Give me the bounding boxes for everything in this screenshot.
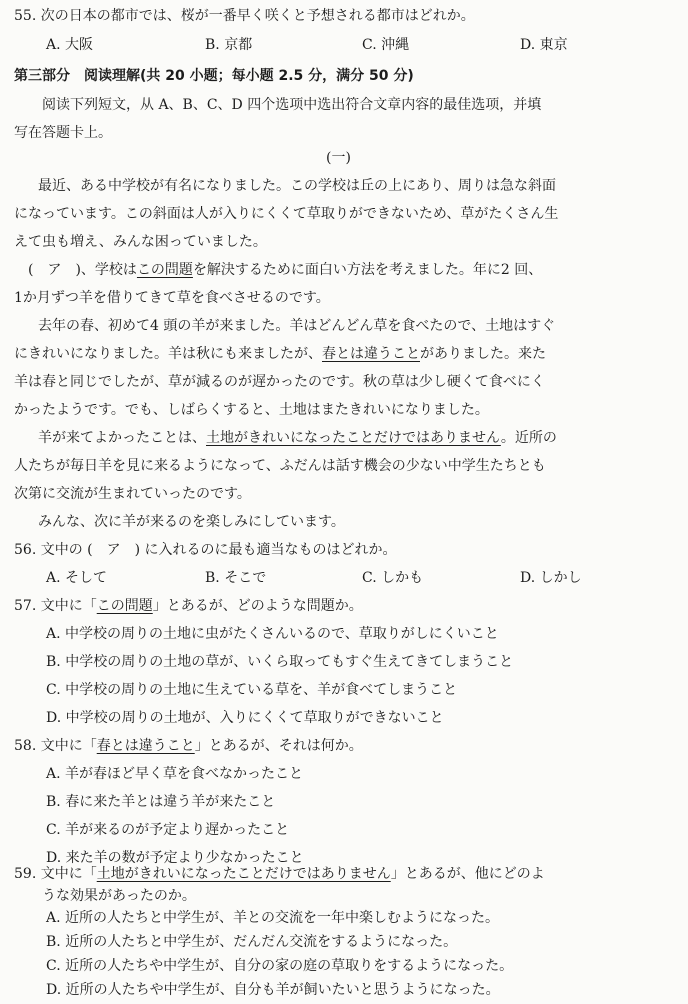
instructions-line-2: 写在答题卡上。 <box>14 125 112 141</box>
passage-line: 羊は春と同じでしたが、草が減るのが遅かったのです。秋の草は少し硬くて食べにく <box>14 374 545 390</box>
passage-line: えて虫も増え、みんな困っていました。 <box>14 234 267 250</box>
passage-line: 最近、ある中学校が有名になりました。この学校は丘の上にあり、周りは急な斜面 <box>38 178 556 194</box>
underlined-phrase: この問題 <box>96 598 153 614</box>
passage-line: 人たちが毎日羊を見に来るようになって、ふだんは話す機会の少ない中学生たちとも <box>14 458 546 474</box>
q57-option-d: D. 中学校の周りの土地が、入りにくくて草取りができないこと <box>46 710 444 726</box>
q58-question: 58. 文中に「春とは違うこと」とあるが、それは何か。 <box>14 738 363 754</box>
passage-line: 1か月ずつ羊を借りてきて草を食べさせるのです。 <box>14 290 330 306</box>
passage-line: かったようです。でも、しばらくすると、土地はまたきれいになりました。 <box>14 402 489 418</box>
q56-option-a: A. そして <box>46 570 108 586</box>
q57-question: 57. 文中に「この問題」とあるが、どのような問題か。 <box>14 598 363 614</box>
underlined-phrase: 春とは違うこと <box>96 738 195 754</box>
instructions-line-1: 阅读下列短文，从 A、B、C、D 四个选项中选出符合文章内容的最佳选项，并填 <box>42 97 542 113</box>
q59-option-b: B. 近所の人たちと中学生が、だんだん交流をするようになった。 <box>46 934 458 950</box>
q58-option-c: C. 羊が来るのが予定より遅かったこと <box>46 822 290 838</box>
q59-option-a: A. 近所の人たちと中学生が、羊との交流を一年中楽しむようになった。 <box>46 910 500 926</box>
q57-option-a: A. 中学校の周りの土地に虫がたくさんいるので、草取りがしにくいこと <box>46 626 499 642</box>
q56-option-d: D. しかし <box>520 570 582 586</box>
q57-option-c: C. 中学校の周りの土地に生えている草を、羊が食べてしまうこと <box>46 682 458 698</box>
underlined-phrase: 土地がきれいになったことだけではありません <box>206 430 501 446</box>
q58-option-a: A. 羊が春ほど早く草を食べなかったこと <box>46 766 304 782</box>
q55-option-c: C. 沖縄 <box>362 37 410 53</box>
passage-line: 去年の春、初めて4 頭の羊が来ました。羊はどんどん草を食べたので、土地はすぐ <box>38 318 556 334</box>
q56-option-c: C. しかも <box>362 570 424 586</box>
passage-line: 次第に交流が生まれていったのです。 <box>14 486 251 502</box>
q57-option-b: B. 中学校の周りの土地の草が、いくら取ってもすぐ生えてきてしまうこと <box>46 654 514 670</box>
q55-option-b: B. 京都 <box>205 37 253 53</box>
passage-number: (一) <box>326 150 351 166</box>
q55-question: 55. 次の日本の都市では、桜が一番早く咲くと予想される都市はどれか。 <box>14 8 475 24</box>
q59-option-c: C. 近所の人たちや中学生が、自分の家の庭の草取りをするようになった。 <box>46 958 514 974</box>
underlined-phrase: この問題 <box>136 262 193 278</box>
underlined-phrase: 土地がきれいになったことだけではありません <box>96 866 391 882</box>
q59-option-d: D. 近所の人たちや中学生が、自分も羊が飼いたいと思うようになった。 <box>46 982 500 998</box>
passage-line: ( ア )、学校はこの問題を解決するために面白い方法を考えました。年に2 回、 <box>28 262 543 278</box>
passage-line: 羊が来てよかったことは、土地がきれいになったことだけではありません。近所の <box>38 430 557 446</box>
q56-question: 56. 文中の ( ア ) に入れるのに最も適当なものはどれか。 <box>14 542 397 558</box>
section-heading: 第三部分 阅读理解(共 20 小题；每小题 2.5 分，满分 50 分) <box>14 68 414 84</box>
q59-question: 59. 文中に「土地がきれいになったことだけではありません」とあるが、他にどのよ <box>14 866 545 882</box>
passage-line: にきれいになりました。羊は秋にも来ましたが、春とは違うことがありました。来た <box>14 346 546 362</box>
q56-option-b: B. そこで <box>205 570 267 586</box>
q55-option-a: A. 大阪 <box>46 37 94 53</box>
q58-option-d: D. 来た羊の数が予定より少なかったこと <box>46 850 304 866</box>
q58-option-b: B. 春に来た羊とは違う羊が来たこと <box>46 794 276 810</box>
q55-option-d: D. 東京 <box>520 37 568 53</box>
q59-question-line-2: うな効果があったのか。 <box>42 888 196 904</box>
passage-line: になっています。この斜面は人が入りにくくて草取りができないため、草がたくさん生 <box>14 206 559 222</box>
underlined-phrase: 春とは違うこと <box>322 346 420 362</box>
passage-line: みんな、次に羊が来るのを楽しみにしています。 <box>38 514 345 530</box>
